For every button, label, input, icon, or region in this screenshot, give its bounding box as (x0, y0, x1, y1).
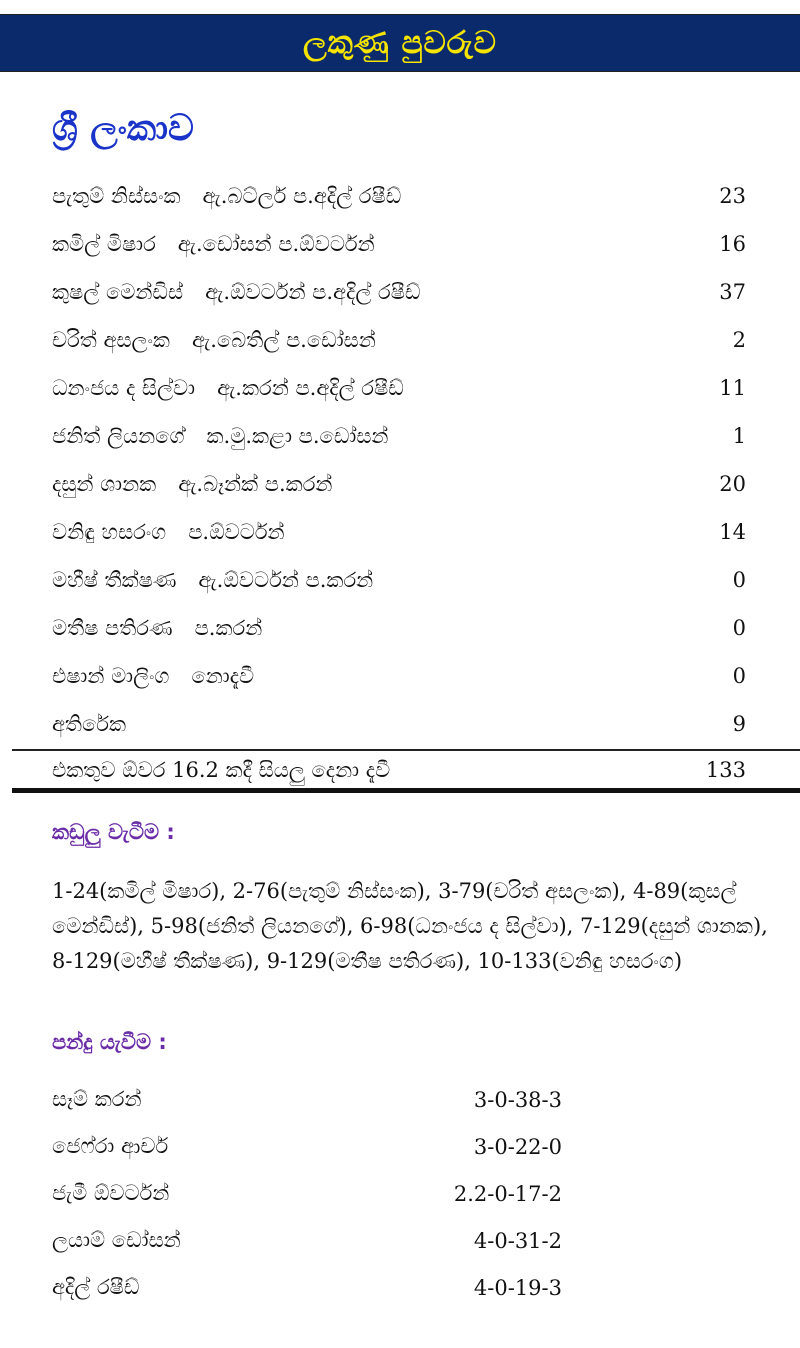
bowling-row (0, 1170, 800, 1217)
batsman-name: ධනංජය ද සිල්වා ඇ.කරන් ප.අදිල් රෂීඩ් (52, 375, 404, 400)
extras-label: අතිරේක (52, 711, 127, 736)
runs-value: 14 (719, 520, 746, 544)
batting-row (0, 604, 800, 652)
page-title: ලකුණු පුවරුව (303, 24, 497, 61)
runs-value: 23 (719, 184, 746, 208)
runs-value: 16 (719, 232, 746, 256)
bowling-row (0, 1264, 800, 1311)
dismissal-text: ඇ.කරන් ප.අදිල් රෂීඩ් (217, 375, 404, 400)
bowling-figures: 4-0-31-2 (473, 1228, 562, 1253)
bowling-figures: 4-0-19-3 (473, 1275, 562, 1300)
total-row (0, 752, 800, 788)
team-name: ශ්‍රී ලංකාව (52, 108, 194, 149)
batsman-name: චරිත් අසලංක ඇ.බෙතිල් ප.ඩෝසන් (52, 327, 376, 352)
divider-thick (12, 788, 800, 793)
batsman-name: ජනිත් ලියනගේ ක.මු.කළා ප.ඩෝසන් (52, 423, 389, 448)
batsman-name: මතීෂ පතිරණ ප.කරන් (52, 615, 263, 640)
bowling-figures: 3-0-38-3 (473, 1087, 562, 1112)
dismissal-text: ප.ඕවර්ටන් (188, 519, 285, 544)
total-value: 133 (705, 758, 746, 782)
runs-value: 2 (732, 328, 746, 352)
bowling-row (0, 1123, 800, 1170)
batsman-name: පැතුම් නිස්සංක ඇ.බට්ලර් ප.අදිල් රෂීඩ් (52, 183, 402, 208)
batting-row (0, 460, 800, 508)
batting-row (0, 220, 800, 268)
runs-value: 11 (719, 376, 746, 400)
dismissal-text: නොදැවී (191, 663, 255, 688)
header-bar (0, 14, 800, 72)
runs-value: 20 (719, 472, 746, 496)
batting-row (0, 652, 800, 700)
dismissal-text: ඇ.බෑන්ක් ප.කරන් (178, 471, 333, 496)
batsman-name: දසුන් ශානක ඇ.බෑන්ක් ප.කරන් (52, 471, 333, 496)
bowling-row (0, 1217, 800, 1264)
dismissal-text: ඇ.බෙතිල් ප.ඩෝසන් (191, 327, 376, 352)
dismissal-text: ඇ.ඕවර්ටන් ප.අදිල් රෂීඩ් (205, 279, 421, 304)
batting-row (0, 316, 800, 364)
runs-value: 0 (732, 568, 746, 592)
batting-row (0, 556, 800, 604)
batting-row (0, 364, 800, 412)
extras-row (0, 700, 800, 748)
dismissal-text: ක.මු.කළා ප.ඩෝසන් (206, 423, 389, 448)
runs-value: 0 (732, 616, 746, 640)
extras-value: 9 (732, 712, 746, 736)
batsman-name: වනිඳු හසරංග ප.ඕවර්ටන් (52, 519, 285, 544)
batsman-name: මහීෂ් තීක්ෂණ ඇ.ඕවර්ටන් ප.කරන් (52, 567, 374, 592)
batting-row (0, 172, 800, 220)
bowling-heading: පන්දු යැවීම : (52, 1030, 167, 1054)
runs-value: 37 (719, 280, 746, 304)
batting-scorecard (0, 172, 800, 748)
total-label: එකතුව ඕවර 16.2 කදී සියලු දෙනා දැවී (52, 757, 391, 782)
bowling-scorecard (0, 1076, 800, 1311)
bowler-name: අදිල් රෂීඩ් (52, 1275, 140, 1299)
batting-row (0, 268, 800, 316)
fall-of-wickets-heading: කඩුලු වැටීම : (52, 820, 175, 844)
dismissal-text: ඇ.බට්ලර් ප.අදිල් රෂීඩ් (202, 183, 402, 208)
dismissal-text: ප.කරන් (194, 615, 263, 640)
bowler-name: ලයාම් ඩෝසන් (52, 1228, 181, 1252)
divider (12, 749, 800, 751)
batsman-name: කමිල් මිෂාර ඇ.ඩෝසන් ප.ඕවර්ටන් (52, 231, 375, 256)
bowler-name: සෑම් කරන් (52, 1087, 142, 1111)
bowling-figures: 2.2-0-17-2 (453, 1181, 562, 1206)
batsman-name: කුෂල් මෙන්ඩිස් ඇ.ඕවර්ටන් ප.අදිල් රෂීඩ් (52, 279, 421, 304)
bowling-figures: 3-0-22-0 (473, 1134, 562, 1159)
dismissal-text: ඇ.ඕවර්ටන් ප.කරන් (198, 567, 374, 592)
bowler-name: ජෙෆ්රා ආචර් (52, 1134, 169, 1158)
runs-value: 0 (732, 664, 746, 688)
dismissal-text: ඇ.ඩෝසන් ප.ඕවර්ටන් (177, 231, 375, 256)
fall-of-wickets-text: 1-24(කමිල් මිෂාර), 2-76(පැතුම් නිස්සංක), 3-79(චරිත් අසලංක), 4-89(කුසල් මෙන්ඩිස්), 5-98(ජනිත් ලියනගේ), 6-98(ධනංජය ද සිල්වා), 7-129(දසුන් ශානක), 8-129(මහීෂ් තීක්ෂණ), 9-129(මතීෂ පතිරණ), 10-133(වනිඳු හසරංග) (52, 879, 768, 973)
bowling-row (0, 1076, 800, 1123)
batting-row (0, 508, 800, 556)
batsman-name: එෂාන් මාලිංග නොදැවී (52, 663, 255, 688)
batting-row (0, 412, 800, 460)
runs-value: 1 (732, 424, 746, 448)
bowler-name: ජැමී ඕවර්ටන් (52, 1181, 170, 1205)
